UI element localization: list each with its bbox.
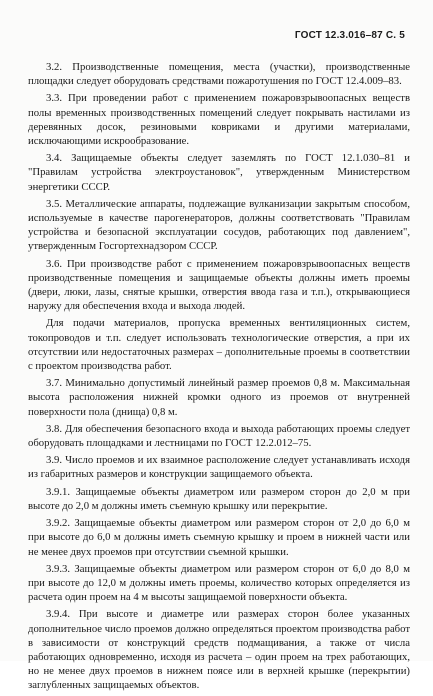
paragraph-3-2: 3.2. Производственные помещения, места (участки), производственные площадки следует оборудовать средствами пожаротушения по ГОСТ 12.4.009–83.: [28, 61, 410, 88]
page-number: С. 5: [385, 30, 405, 41]
paragraph-3-9-3: 3.9.3. Защищаемые объекты диаметром или размером сторон от 6,0 до 8,0 м при высоте до 12,0 м должны иметь проемы, количество которых определяется из расчета один проем на 4 м высоты защищаемой поверхности объекта.: [28, 562, 410, 604]
paragraph-3-9-1: 3.9.1. Защищаемые объекты диаметром или размером сторон до 2,0 м при высоте до 2,0 м должны иметь съемную крышку или перекрытие.: [28, 485, 410, 512]
document-body: [28, 60, 410, 696]
paragraph-3-6-continued: Для подачи материалов, пропуска временных вентиляционных систем, токопроводов и т.п. следует использовать технологические отверстия, а при их отсутствии или недостаточных размерах – дополнительные проемы в соответствии с проектом производства работ.: [28, 317, 410, 373]
paragraph-3-8: 3.8. Для обеспечения безопасного входа и выхода работающих проемы следует оборудовать площадками и лестницами по ГОСТ 12.2.012–75.: [28, 422, 410, 450]
paragraph-3-9: 3.9. Число проемов и их взаимное расположение следует устанавливать исходя из габаритных размеров и конструкции защищаемого объекта.: [28, 454, 410, 481]
paragraph-3-4: 3.4. Защищаемые объекты следует заземлять по ГОСТ 12.1.030–81 и "Правилам устройства электроустановок", утвержденным Министерством энергетики СССР.: [28, 152, 410, 193]
paragraph-3-5: 3.5. Металлические аппараты, подлежащие вулканизации закрытым способом, используемые в качестве парогенераторов, должны соответствовать "Правилам устройства и безопасной эксплуатации сосудов, работающих под давлением", утвержденным Госгортехнадзором СССР.: [28, 197, 410, 253]
paragraph-3-9-2: 3.9.2. Защищаемые объекты диаметром или размером сторон от 2,0 до 6,0 м при высоте до 6,0 м должны иметь съемную крышку и проем в нижней части или не менее двух проемов при отсутствии съемной крышки.: [28, 517, 410, 558]
page-header: [295, 30, 405, 41]
paragraph-3-9-4: 3.9.4. При высоте и диаметре или размерах сторон более указанных дополнительное число проемов должно определяться проектом производства работ в зависимости от конструкций средств подмащивания, а также от числа работающих одновременно, исходя из расчета – один проем на трех работающих, но не менее двух проемов в нижнем поясе или в верхней крышке (перекрытии) заглубленных защищаемых объектов.: [28, 608, 410, 692]
paragraph-3-6: 3.6. При производстве работ с применением пожаровзрывоопасных веществ производственные помещения и защищаемые объекты должны иметь проемы (двери, люки, лазы, снятые крышки, отверстия ввода газа и т.п.), открывающиеся наружу для обеспечения входа и выхода людей.: [28, 257, 410, 313]
standard-number: ГОСТ 12.3.016–87: [294, 30, 383, 41]
paragraph-3-7: 3.7. Минимально допустимый линейный размер проемов 0,8 м. Максимальная высота расположения нижней кромки одного из проемов от внутренней поверхности пола (днища) 0,8 м.: [28, 377, 410, 418]
paragraph-3-3: 3.3. При проведении работ с применением пожаровзрывоопасных веществ полы временных производственных помещений следует покрывать настилами из деревянных досок, резиновыми ковриками и другими материалами, исключающими искрообразование.: [28, 92, 410, 148]
